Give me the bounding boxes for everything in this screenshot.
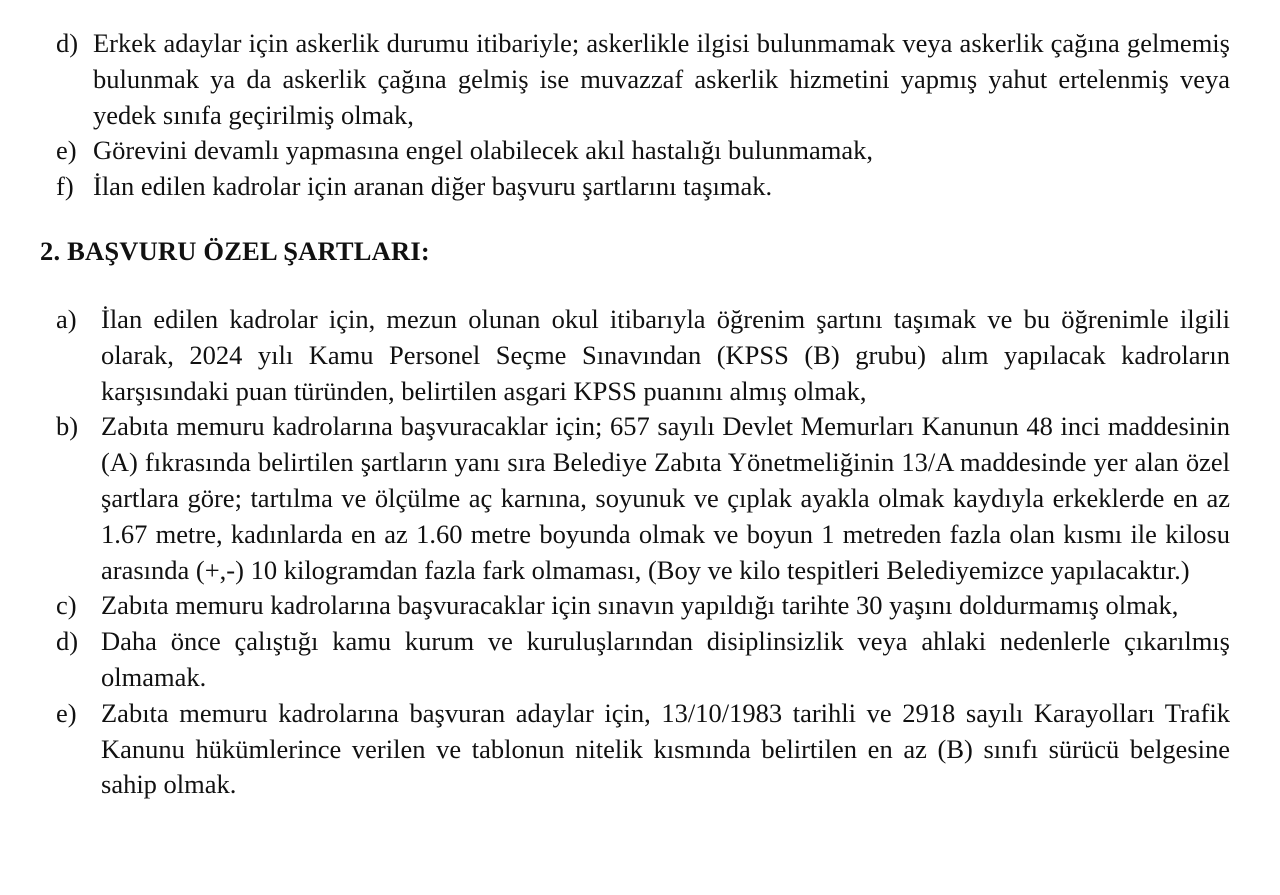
list-item-d: [56, 26, 1230, 133]
item-label: b): [56, 411, 79, 442]
item-label: e): [56, 135, 77, 166]
item-text: Zabıta memuru kadrolarına başvuran adaylar için, 13/10/1983 tarihli ve 2918 sayılı Karayolları Trafik Kanunu hükümlerince verilen ve tablonun nitelik kısmında belirtilen en az (B) sınıfı sürücü belgesine sahip olmak.: [101, 697, 1230, 800]
item-text: İlan edilen kadrolar için aranan diğer başvuru şartlarını taşımak.: [93, 171, 773, 202]
item-text: Zabıta memuru kadrolarına başvuracaklar için; 657 sayılı Devlet Memurları Kanunun 48 inci maddesinin (A) fıkrasında belirtilen şartların yanı sıra Belediye Zabıta Yönetmeliğinin 13/A maddesinde yer alan özel şartlara göre; tartılma ve ölçülme aç karnına, soyunuk ve çıplak ayakla olmak kaydıyla erkeklerde en az 1.67 metre, kadınlarda en az 1.60 metre boyunda olmak ve boyun 1 metreden fazla olan kısmı ile kilosu arasında (+,-) 10 kilogramdan fazla fark olmaması, (Boy ve kilo tespitleri Belediyemizce yapılacaktır.): [101, 411, 1230, 585]
list-item-b: [56, 409, 1230, 588]
item-label: c): [56, 590, 77, 621]
list-item-f: [56, 169, 1230, 205]
general-requirements-list: [56, 26, 1230, 205]
list-item-e: [56, 696, 1230, 803]
item-label: d): [56, 626, 79, 657]
list-item-e: [56, 133, 1230, 169]
item-text: İlan edilen kadrolar için, mezun olunan okul itibarıyla öğrenim şartını taşımak ve bu öğrenimle ilgili olarak, 2024 yılı Kamu Personel Seçme Sınavından (KPSS (B) grubu) alım yapılacak kadroların karşısındaki puan türünden, belirtilen asgari KPSS puanını almış olmak,: [101, 304, 1230, 406]
item-label: d): [56, 28, 79, 58]
item-label: f): [56, 171, 74, 202]
item-text: Daha önce çalıştığı kamu kurum ve kuruluşlarından disiplinsizlik veya ahlaki nedenlerle çıkarılmış olmamak.: [101, 626, 1230, 692]
section-heading: 2. BAŞVURU ÖZEL ŞARTLARI:: [40, 236, 430, 266]
special-requirements-list: [56, 302, 1230, 803]
item-text: Görevini devamlı yapmasına engel olabilecek akıl hastalığı bulunmamak,: [93, 135, 874, 166]
list-item-d: [56, 624, 1230, 696]
list-item-c: [56, 588, 1230, 624]
item-label: a): [56, 304, 77, 334]
item-text: Erkek adaylar için askerlik durumu itibariyle; askerlikle ilgisi bulunmamak veya askerlik çağına gelmemiş bulunmak ya da askerlik çağına gelmiş ise muvazzaf askerlik hizmetini yapmış yahut ertelenmiş veya yedek sınıfa geçirilmiş olmak,: [93, 28, 1230, 130]
item-text: Zabıta memuru kadrolarına başvuracaklar için sınavın yapıldığı tarihte 30 yaşını doldurmamış olmak,: [101, 590, 1179, 621]
list-item-a: [56, 302, 1230, 409]
item-label: e): [56, 697, 77, 728]
